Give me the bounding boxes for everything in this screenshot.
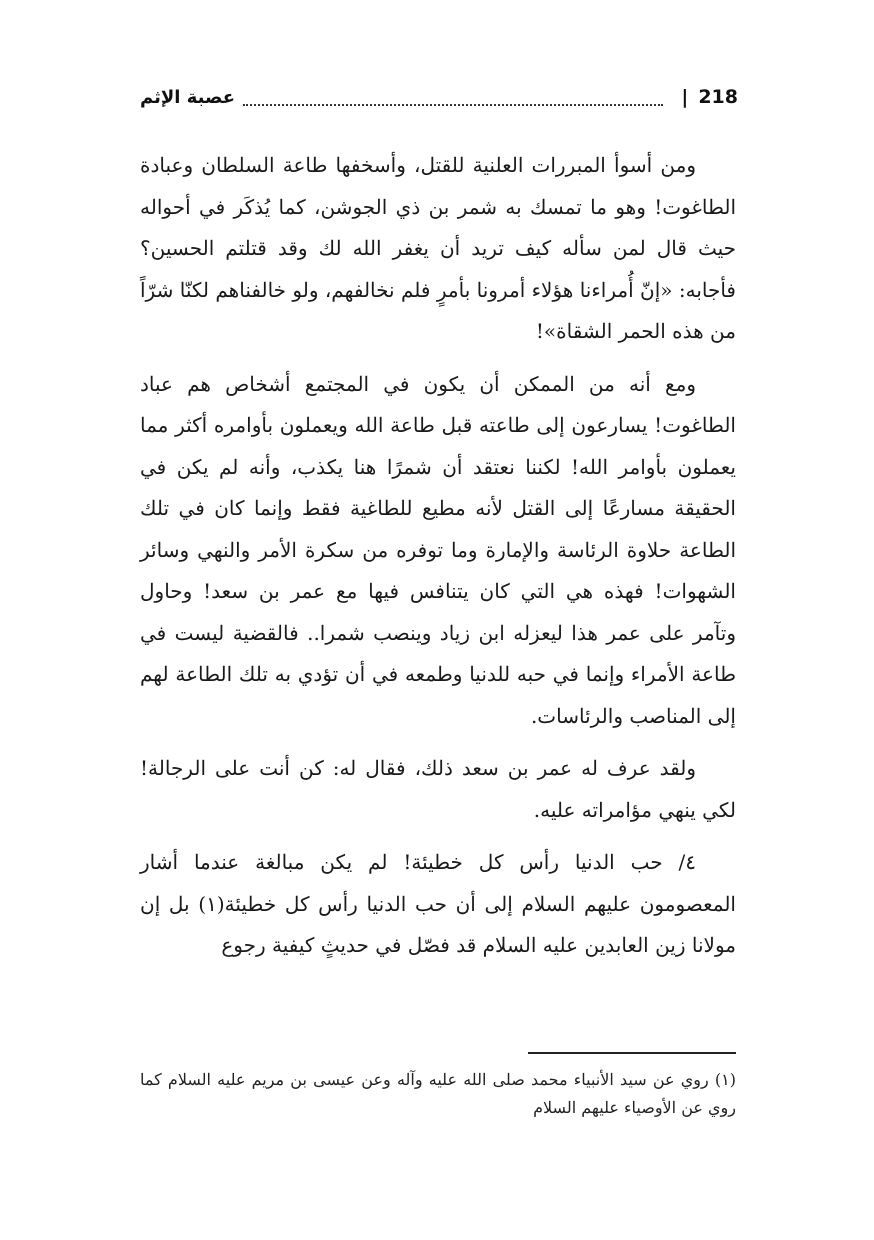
header-separator: |: [681, 86, 689, 108]
footnote: (١) روي عن سيد الأنبياء محمد صلى الله عليه وآله وعن عيسى بن مريم عليه السلام كما روي عن الأوصياء عليهم السلام: [140, 1070, 736, 1117]
body-text: [140, 145, 736, 978]
paragraph: ومع أنه من الممكن أن يكون في المجتمع أشخاص هم عباد الطاغوت! يسارعون إلى طاعته قبل طاعة الله ويعملون بأوامره أكثر مما يعملون بأوامر الله! لكننا نعتقد أن شمرًا هنا يكذب، وأنه لم يكن في الحقيقة مسارعًا إلى القتل لأنه مطيع للطاغية فقط وإنما كان في تلك الطاعة حلاوة الرئاسة والإمارة وما توفره من سكرة الأمر والنهي وسائر الشهوات! فهذه هي التي كان يتنافس فيها مع عمر بن سعد! وحاول وتآمر على عمر هذا ليعزله ابن زياد وينصب شمرا.. فالقضية ليست في طاعة الأمراء وإنما في حبه للدنيا وطمعه في أن تؤدي به تلك الطاعة لهم إلى المناصب والرئاسات.: [140, 371, 736, 728]
page-number: 218: [698, 86, 738, 108]
header-dotted-leader: [243, 104, 663, 106]
paragraph: ومن أسوأ المبررات العلنية للقتل، وأسخفها طاعة السلطان وعبادة الطاغوت! وهو ما تمسك به شمر بن ذي الجوشن، كما يُذكَر في أحواله حيث قال لمن سأله كيف تريد أن يغفر الله لك وقد قتلتم الحسين؟ فأجابه: «إنّ أُمراءنا هؤلاء أمرونا بأمرٍ فلم نخالفهم، ولو خالفناهم لكنّا شرّاً من هذه الحمر الشقاة»!: [140, 153, 736, 343]
running-title: عصبة الإثم: [140, 86, 236, 108]
paragraph: ٤/ حب الدنيا رأس كل خطيئة! لم يكن مبالغة عندما أشار المعصومون عليهم السلام إلى أن حب الدنيا رأس كل خطيئة(١) بل إن مولانا زين العابدين عليه السلام قد فصّل في حديثٍ كيفية رجوع: [140, 850, 736, 957]
footnotes: [140, 1066, 736, 1122]
footnote-separator: [528, 1052, 736, 1054]
paragraph: ولقد عرف له عمر بن سعد ذلك، فقال له: كن أنت على الرجالة! لكي ينهي مؤامراته عليه.: [140, 756, 736, 822]
page-header: [140, 82, 738, 112]
